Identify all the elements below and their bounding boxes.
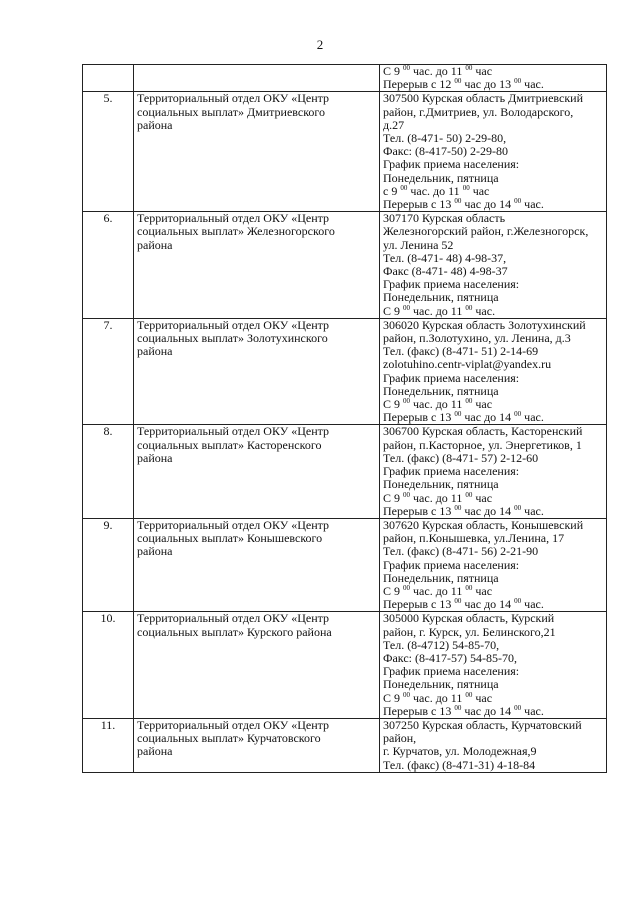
- continuation-number-cell: [83, 65, 134, 92]
- info-line: Понедельник, пятница: [383, 570, 499, 585]
- info-line: 307620 Курская область, Конышевский: [383, 517, 584, 532]
- info-line: Железногорский район, г.Железногорск,: [383, 224, 589, 239]
- info-line: район, п.Золотухино, ул. Ленина, д.3: [383, 331, 571, 346]
- office-name-line: социальных выплат» Дмитриевского: [137, 104, 326, 119]
- info-line: Тел. (факс) (8-471-31) 4-18-84: [383, 757, 536, 772]
- table-row: [83, 425, 607, 518]
- info-line: Тел. (факс) (8-471- 57) 2-12-60: [383, 450, 539, 465]
- info-line: 306020 Курская область Золотухинский: [383, 317, 586, 332]
- continuation-row: [83, 65, 607, 92]
- office-name-cell: [134, 425, 380, 518]
- office-info-cell: [380, 212, 607, 319]
- info-line: район, г.Дмитриев, ул. Володарского,: [383, 104, 574, 119]
- row-number: 5.: [83, 92, 134, 212]
- office-name-cell: [134, 92, 380, 212]
- info-line: Факс (8-471- 48) 4-98-37: [383, 264, 508, 279]
- row-number: 8.: [83, 425, 134, 518]
- table-row: [83, 92, 607, 212]
- office-name-line: района: [137, 450, 173, 465]
- info-line: Перерыв с 13 $^{00}$ час до 14 $^{00}$ час.: [383, 503, 544, 518]
- office-name-cell: [134, 612, 380, 719]
- office-name-line: района: [137, 744, 173, 759]
- office-info-cell: [380, 718, 607, 772]
- info-line: С 9 $^{00}$ час. до 11 $^{00}$ час: [383, 690, 493, 705]
- info-line: с 9 $^{00}$ час. до 11 $^{00}$ час: [383, 183, 490, 198]
- info-line: С 9 $^{00}$ час. до 11 $^{00}$ час: [383, 490, 493, 505]
- info-line: 305000 Курская область, Курский: [383, 611, 555, 626]
- info-line: График приема населения:: [383, 664, 520, 679]
- info-line: Перерыв с 13 $^{00}$ час до 14 $^{00}$ час.: [383, 703, 544, 718]
- info-line: ул. Ленина 52: [383, 237, 454, 252]
- office-info-cell: [380, 518, 607, 611]
- office-name-line: района: [137, 117, 173, 132]
- info-line: 307250 Курская область, Курчатовский: [383, 717, 582, 732]
- office-name-cell: [134, 212, 380, 319]
- office-name-line: Территориальный отдел ОКУ «Центр: [137, 211, 330, 226]
- info-line: 307500 Курская область Дмитриевский: [383, 91, 584, 106]
- office-name-line: района: [137, 237, 173, 252]
- info-line: Тел. (8-4712) 54-85-70,: [383, 637, 500, 652]
- info-line: Факс: (8-417-57) 54-85-70,: [383, 650, 517, 665]
- info-line: Тел. (факс) (8-471- 56) 2-21-90: [383, 544, 539, 559]
- office-info-cell: [380, 92, 607, 212]
- office-name-line: социальных выплат» Курчатовского: [137, 731, 321, 746]
- info-line: График приема населения:: [383, 157, 520, 172]
- office-name-line: социальных выплат» Золотухинского: [137, 331, 328, 346]
- office-name-line: Территориальный отдел ОКУ «Центр: [137, 317, 330, 332]
- office-name-line: Территориальный отдел ОКУ «Центр: [137, 517, 330, 532]
- office-name-line: Территориальный отдел ОКУ «Центр: [137, 424, 330, 439]
- row-number: 11.: [83, 718, 134, 772]
- info-line: район, п.Касторное, ул. Энергетиков, 1: [383, 437, 582, 452]
- info-line: Понедельник, пятница: [383, 383, 499, 398]
- info-line: С 9 $^{00}$ час. до 11 $^{00}$ час: [383, 64, 493, 78]
- info-line: Понедельник, пятница: [383, 170, 499, 185]
- table-row: [83, 318, 607, 425]
- info-line: район, п.Конышевка, ул.Ленина, 17: [383, 531, 565, 546]
- info-line: Перерыв с 13 $^{00}$ час до 14 $^{00}$ час.: [383, 597, 544, 612]
- office-name-cell: [134, 318, 380, 425]
- office-info-cell: [380, 318, 607, 425]
- office-name-cell: [134, 718, 380, 772]
- info-line: Понедельник, пятница: [383, 477, 499, 492]
- info-line: район, г. Курск, ул. Белинского,21: [383, 624, 556, 639]
- office-name-line: социальных выплат» Курского района: [137, 624, 332, 639]
- info-line: Тел. (факс) (8-471- 51) 2-14-69: [383, 344, 539, 359]
- info-line: График приема населения:: [383, 277, 520, 292]
- table-row: [83, 612, 607, 719]
- office-name-line: района: [137, 344, 173, 359]
- continuation-info-cell: [380, 65, 607, 92]
- info-line: С 9 $^{00}$ час. до 11 $^{00}$ час: [383, 583, 493, 598]
- info-line: С 9 $^{00}$ час. до 11 $^{00}$ час: [383, 397, 493, 412]
- info-line: район,: [383, 731, 417, 746]
- info-line: Факс: (8-417-50) 2-29-80: [383, 144, 508, 159]
- info-line: г. Курчатов, ул. Молодежная,9: [383, 744, 537, 759]
- office-info-cell: [380, 612, 607, 719]
- office-name-line: Территориальный отдел ОКУ «Центр: [137, 717, 330, 732]
- page-number: 2: [316, 37, 324, 52]
- row-number: 7.: [83, 318, 134, 425]
- info-line: Перерыв с 13 $^{00}$ час до 14 $^{00}$ час.: [383, 197, 544, 212]
- info-line: д.27: [383, 117, 405, 132]
- info-line: График приема населения:: [383, 557, 520, 572]
- office-name-line: социальных выплат» Конышевского: [137, 531, 323, 546]
- continuation-name-cell: [134, 65, 380, 92]
- info-line: zolotuhino.centr-viplat@yandex.ru: [383, 357, 552, 372]
- row-number: 10.: [83, 612, 134, 719]
- row-number: 6.: [83, 212, 134, 319]
- info-line: Понедельник, пятница: [383, 290, 499, 305]
- info-line: Тел. (8-471- 48) 4-98-37,: [383, 250, 507, 265]
- info-line: Перерыв с 13 $^{00}$ час до 14 $^{00}$ час.: [383, 410, 544, 425]
- info-line: График приема населения:: [383, 464, 520, 479]
- office-name-line: социальных выплат» Касторенского: [137, 437, 322, 452]
- info-line: График приема населения:: [383, 370, 520, 385]
- info-line: 306700 Курская область, Касторенский: [383, 424, 583, 439]
- info-line: Перерыв с 12 $^{00}$ час до 13 $^{00}$ час.: [383, 77, 544, 92]
- table-row: [83, 518, 607, 611]
- info-line: Понедельник, пятница: [383, 677, 499, 692]
- office-name-line: района: [137, 544, 173, 559]
- office-name-line: Территориальный отдел ОКУ «Центр: [137, 91, 330, 106]
- offices-table: [82, 64, 607, 773]
- office-name-line: социальных выплат» Железногорского: [137, 224, 335, 239]
- info-line: Тел. (8-471- 50) 2-29-80,: [383, 131, 507, 146]
- table-row: [83, 212, 607, 319]
- table-row: [83, 718, 607, 772]
- office-name-line: Территориальный отдел ОКУ «Центр: [137, 611, 330, 626]
- row-number: 9.: [83, 518, 134, 611]
- office-name-cell: [134, 518, 380, 611]
- office-info-cell: [380, 425, 607, 518]
- info-line: 307170 Курская область: [383, 211, 506, 226]
- info-line: С 9 $^{00}$ час. до 11 $^{00}$ час.: [383, 303, 496, 318]
